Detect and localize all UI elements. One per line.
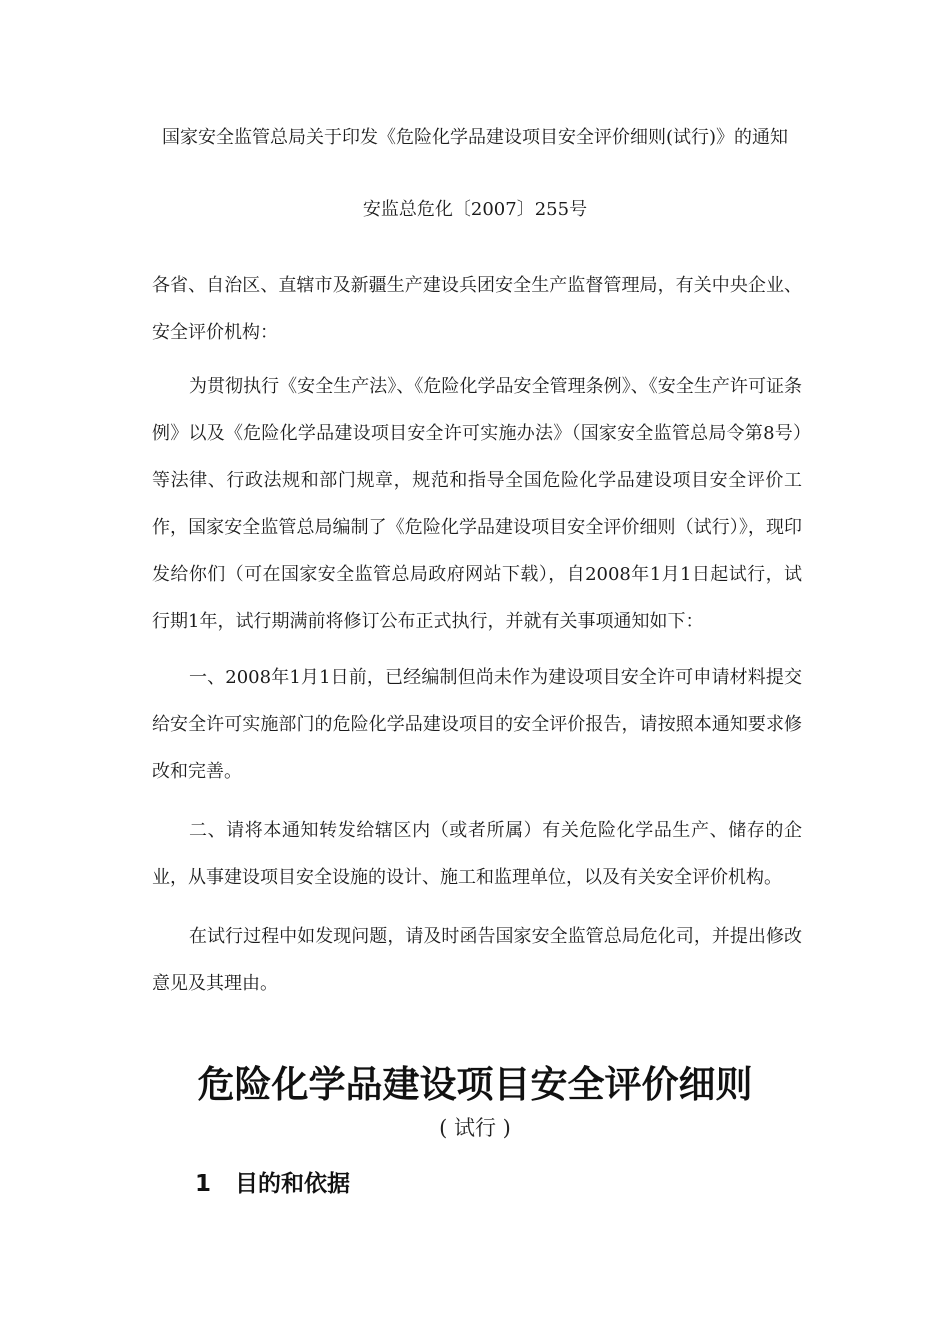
section-number: 1 — [195, 1171, 212, 1197]
salutation: 各省、自治区、直辖市及新疆生产建设兵团安全生产监督管理局，有关中央企业、安全评价机构： — [152, 275, 802, 343]
regulation-subtitle: ( 试行 ) — [439, 1116, 511, 1140]
section-title: 目的和依据 — [235, 1171, 350, 1197]
document-number: 安监总危化〔2007〕255号 — [362, 199, 588, 220]
notice-title: 国家安全监管总局关于印发《危险化学品建设项目安全评价细则(试行)》的通知 — [161, 127, 789, 148]
paragraph-item-2: 二、请将本通知转发给辖区内（或者所属）有关危险化学品生产、储存的企业，从事建设项目安全设施的设计、施工和监理单位，以及有关安全评价机构。 — [152, 820, 802, 888]
paragraph-closing: 在试行过程中如发现问题，请及时函告国家安全监管总局危化司，并提出修改意见及其理由。 — [152, 926, 802, 994]
regulation-title: 危险化学品建设项目安全评价细则 — [197, 1063, 753, 1106]
paragraph-main: 为贯彻执行《安全生产法》、《危险化学品安全管理条例》、《安全生产许可证条例》以及《危险化学品建设项目安全许可实施办法》（国家安全监管总局令第8号）等法律、行政法规和部门规章，规范和指导全国危险化学品建设项目安全评价工作，国家安全监管总局编制了《危险化学品建设项目安全评价细则（试行）》，现印发给你们（可在国家安全监管总局政府网站下载），自2008年1月1日起试行，试行期1年，试行期满前将修订公布正式执行，并就有关事项通知如下： — [152, 376, 802, 632]
paragraph-item-1: 一、2008年1月1日前，已经编制但尚未作为建设项目安全许可申请材料提交给安全许可实施部门的危险化学品建设项目的安全评价报告，请按照本通知要求修改和完善。 — [152, 667, 802, 782]
section-heading — [195, 1166, 350, 1202]
notice-body — [152, 262, 802, 1007]
